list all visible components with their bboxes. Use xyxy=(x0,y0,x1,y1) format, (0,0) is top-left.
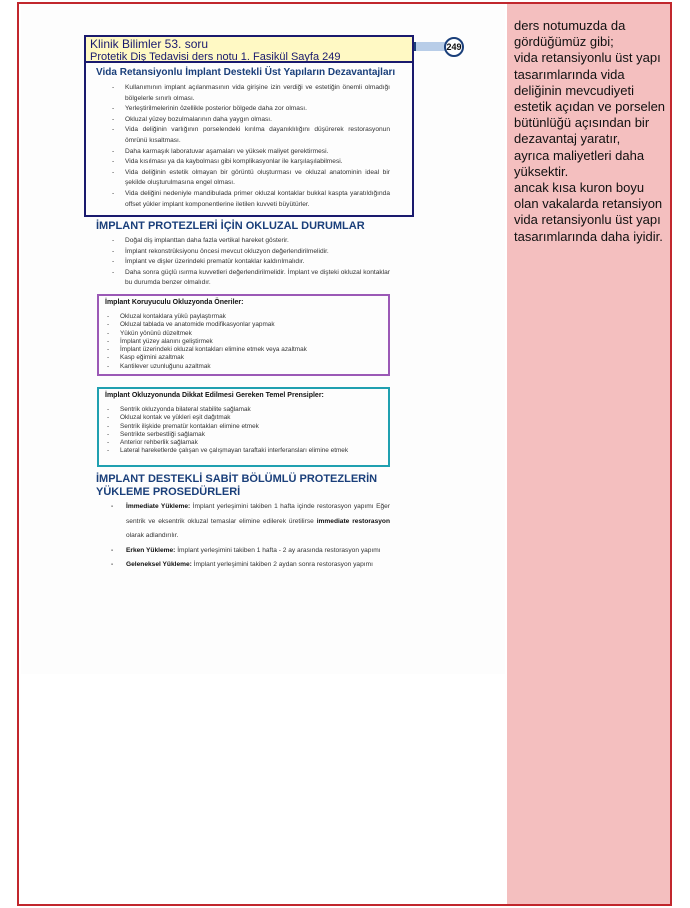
list-item: - Daha karmaşık laboratuvar aşamaları ve yüksek maliyet gerektirmesi. xyxy=(110,147,390,158)
list-item: - Kasp eğimini azaltmak xyxy=(105,354,385,362)
occlusal-list xyxy=(110,236,390,289)
item-label: Erken Yükleme: xyxy=(126,546,176,554)
item-bold: immediate restorasyon xyxy=(316,517,390,525)
side-note-line: ayrıca maliyetleri daha yüksektir. xyxy=(514,147,645,179)
item-label: Geleneksel Yükleme: xyxy=(126,561,192,568)
list-item: - İmplant üzerindeki okluzal kontakları elimine etmek veya azaltmak xyxy=(105,346,385,354)
side-note-line: vida retansiyonlu üst yapı tasarımlarında vida deliğinin mevcudiyeti estetik açıdan ve porselen bütünlüğü açısından bir dezavantaj yaratır, xyxy=(514,50,666,147)
loading-list xyxy=(110,500,390,573)
recommendations-list xyxy=(105,313,385,371)
item-text: İmplant yerleşimini takiben 1 hafta içinde restorasyon yapımı Eğer sentrik ve eksentrik okluzal temaslar elimine edilerek üretilirse xyxy=(126,503,390,525)
list-item: - Okluzal tablada ve anatomide modifikasyonlar yapmak xyxy=(105,321,385,329)
principles-box xyxy=(97,387,390,467)
list-item: - Yükün yönünü düzeltmek xyxy=(105,330,385,338)
item-text: İmplant yerleşimini takiben 1 hafta - 2 ay arasında restorasyon yapımı xyxy=(177,546,381,554)
list-item: - Sentrik ilişkide prematür kontakları elimine etmek xyxy=(105,423,375,431)
list-item: - İmplant rekonstrüksiyonu öncesi mevcut okluzyon değerlendirilmelidir. xyxy=(110,247,390,258)
disadvantages-list xyxy=(110,83,390,210)
header-subtitle: Protetik Diş Tedavisi ders notu 1. Fasikül Sayfa 249 xyxy=(90,51,341,63)
list-item: - Kullanımının implant açılanmasının vida girişine izin verdiği ve estetiğin önemli olmadığı bölgelerle sınırlı olması. xyxy=(110,83,390,104)
side-note xyxy=(514,18,666,245)
list-item: - Kantilever uzunluğunu azaltmak xyxy=(105,363,385,371)
header-box xyxy=(84,35,414,63)
list-item: - Lateral hareketlerde çalışan ve çalışmayan taraftaki interferansları elimine etmek xyxy=(105,447,375,455)
page-tab xyxy=(414,42,446,51)
header-title: Klinik Bilimler 53. soru xyxy=(90,37,209,51)
recommendations-box xyxy=(97,294,390,376)
list-item: - Sentrik okluzyonda bilateral stabilite sağlamak xyxy=(105,406,375,414)
list-item: - Vida deliğini nedeniyle mandibulada primer okluzal kontaklar bukkal kaspta yaratıldığında offset yükler implant komponentlerine iletilen kuvveti büyütürler. xyxy=(110,189,390,210)
list-item: - Vida kısılması ya da kaybolması gibi komplikasyonlar ile karşılaşılabilmesi. xyxy=(110,157,390,168)
list-item: - Vida deliğinin estetik olmayan bir görüntü oluşturması ve okluzal anatominin ideal bir şekilde oluşturulmasına engel olması. xyxy=(110,168,390,189)
list-item: - İmplant yüzey alanını geliştirmek xyxy=(105,338,385,346)
list-item: - Okluzal kontaklara yükü paylaştırmak xyxy=(105,313,385,321)
list-item xyxy=(110,558,390,573)
section-title-loading-line2: YÜKLEME PROSEDÜRLERİ xyxy=(96,486,241,498)
list-item xyxy=(110,544,390,559)
list-item xyxy=(110,500,390,544)
item-tail: olarak adlandırılır. xyxy=(126,532,179,539)
section-title-occlusal: İMPLANT PROTEZLERİ İÇİN OKLUZAL DURUMLAR xyxy=(96,220,365,232)
principles-title: İmplant Okluzyonunda Dikkat Edilmesi Gereken Temel Prensipler: xyxy=(105,392,324,399)
list-item: - Sentrikte serbestliği sağlamak xyxy=(105,431,375,439)
principles-list xyxy=(105,406,375,456)
list-item: - Yerleştirilmelerinin özellikle posterior bölgede daha zor olması. xyxy=(110,104,390,115)
recommendations-title: İmplant Koruyuculu Okluzyonda Öneriler: xyxy=(105,299,244,306)
list-item: - Okluzal kontak ve yükleri eşit dağıtmak xyxy=(105,414,375,422)
section-title-disadvantages: Vida Retansiyonlu İmplant Destekli Üst Yapıların Dezavantajları xyxy=(96,67,396,78)
list-item: - Vida deliğinin varlığının porselendeki kırılma dayanıklılığını düşürerek restorasyonun ömrünü kısaltması. xyxy=(110,125,390,146)
side-note-line: ancak kısa kuron boyu olan vakalarda retansiyon vida retansiyonlu üst yapı tasarımlarında daha iyidir. xyxy=(514,180,663,244)
page-number: 249 xyxy=(444,37,464,57)
item-label: İmmediate Yükleme: xyxy=(126,503,191,510)
item-text: İmplant yerleşimini takiben 2 aydan sonra restorasyon yapımı xyxy=(193,561,373,568)
list-item: - Anterior rehberlik sağlamak xyxy=(105,439,375,447)
list-item: - Okluzal yüzey bozulmalarının daha yaygın olması. xyxy=(110,115,390,126)
side-note-line: ders notumuzda da gördüğümüz gibi; xyxy=(514,18,626,50)
section-title-loading-line1: İMPLANT DESTEKLİ SABİT BÖLÜMLÜ PROTEZLERİN xyxy=(96,473,378,485)
list-item: - İmplant ve dişler üzerindeki prematür kontaklar kaldırılmalıdır. xyxy=(110,257,390,268)
list-item: - Daha sonra güçlü ısırma kuvvetleri değerlendirilmelidir. İmplant ve dişteki okluzal kontaklar bu durumda benzer olmalıdır. xyxy=(110,268,390,289)
list-item: - Doğal diş implanttan daha fazla vertikal hareket gösterir. xyxy=(110,236,390,247)
